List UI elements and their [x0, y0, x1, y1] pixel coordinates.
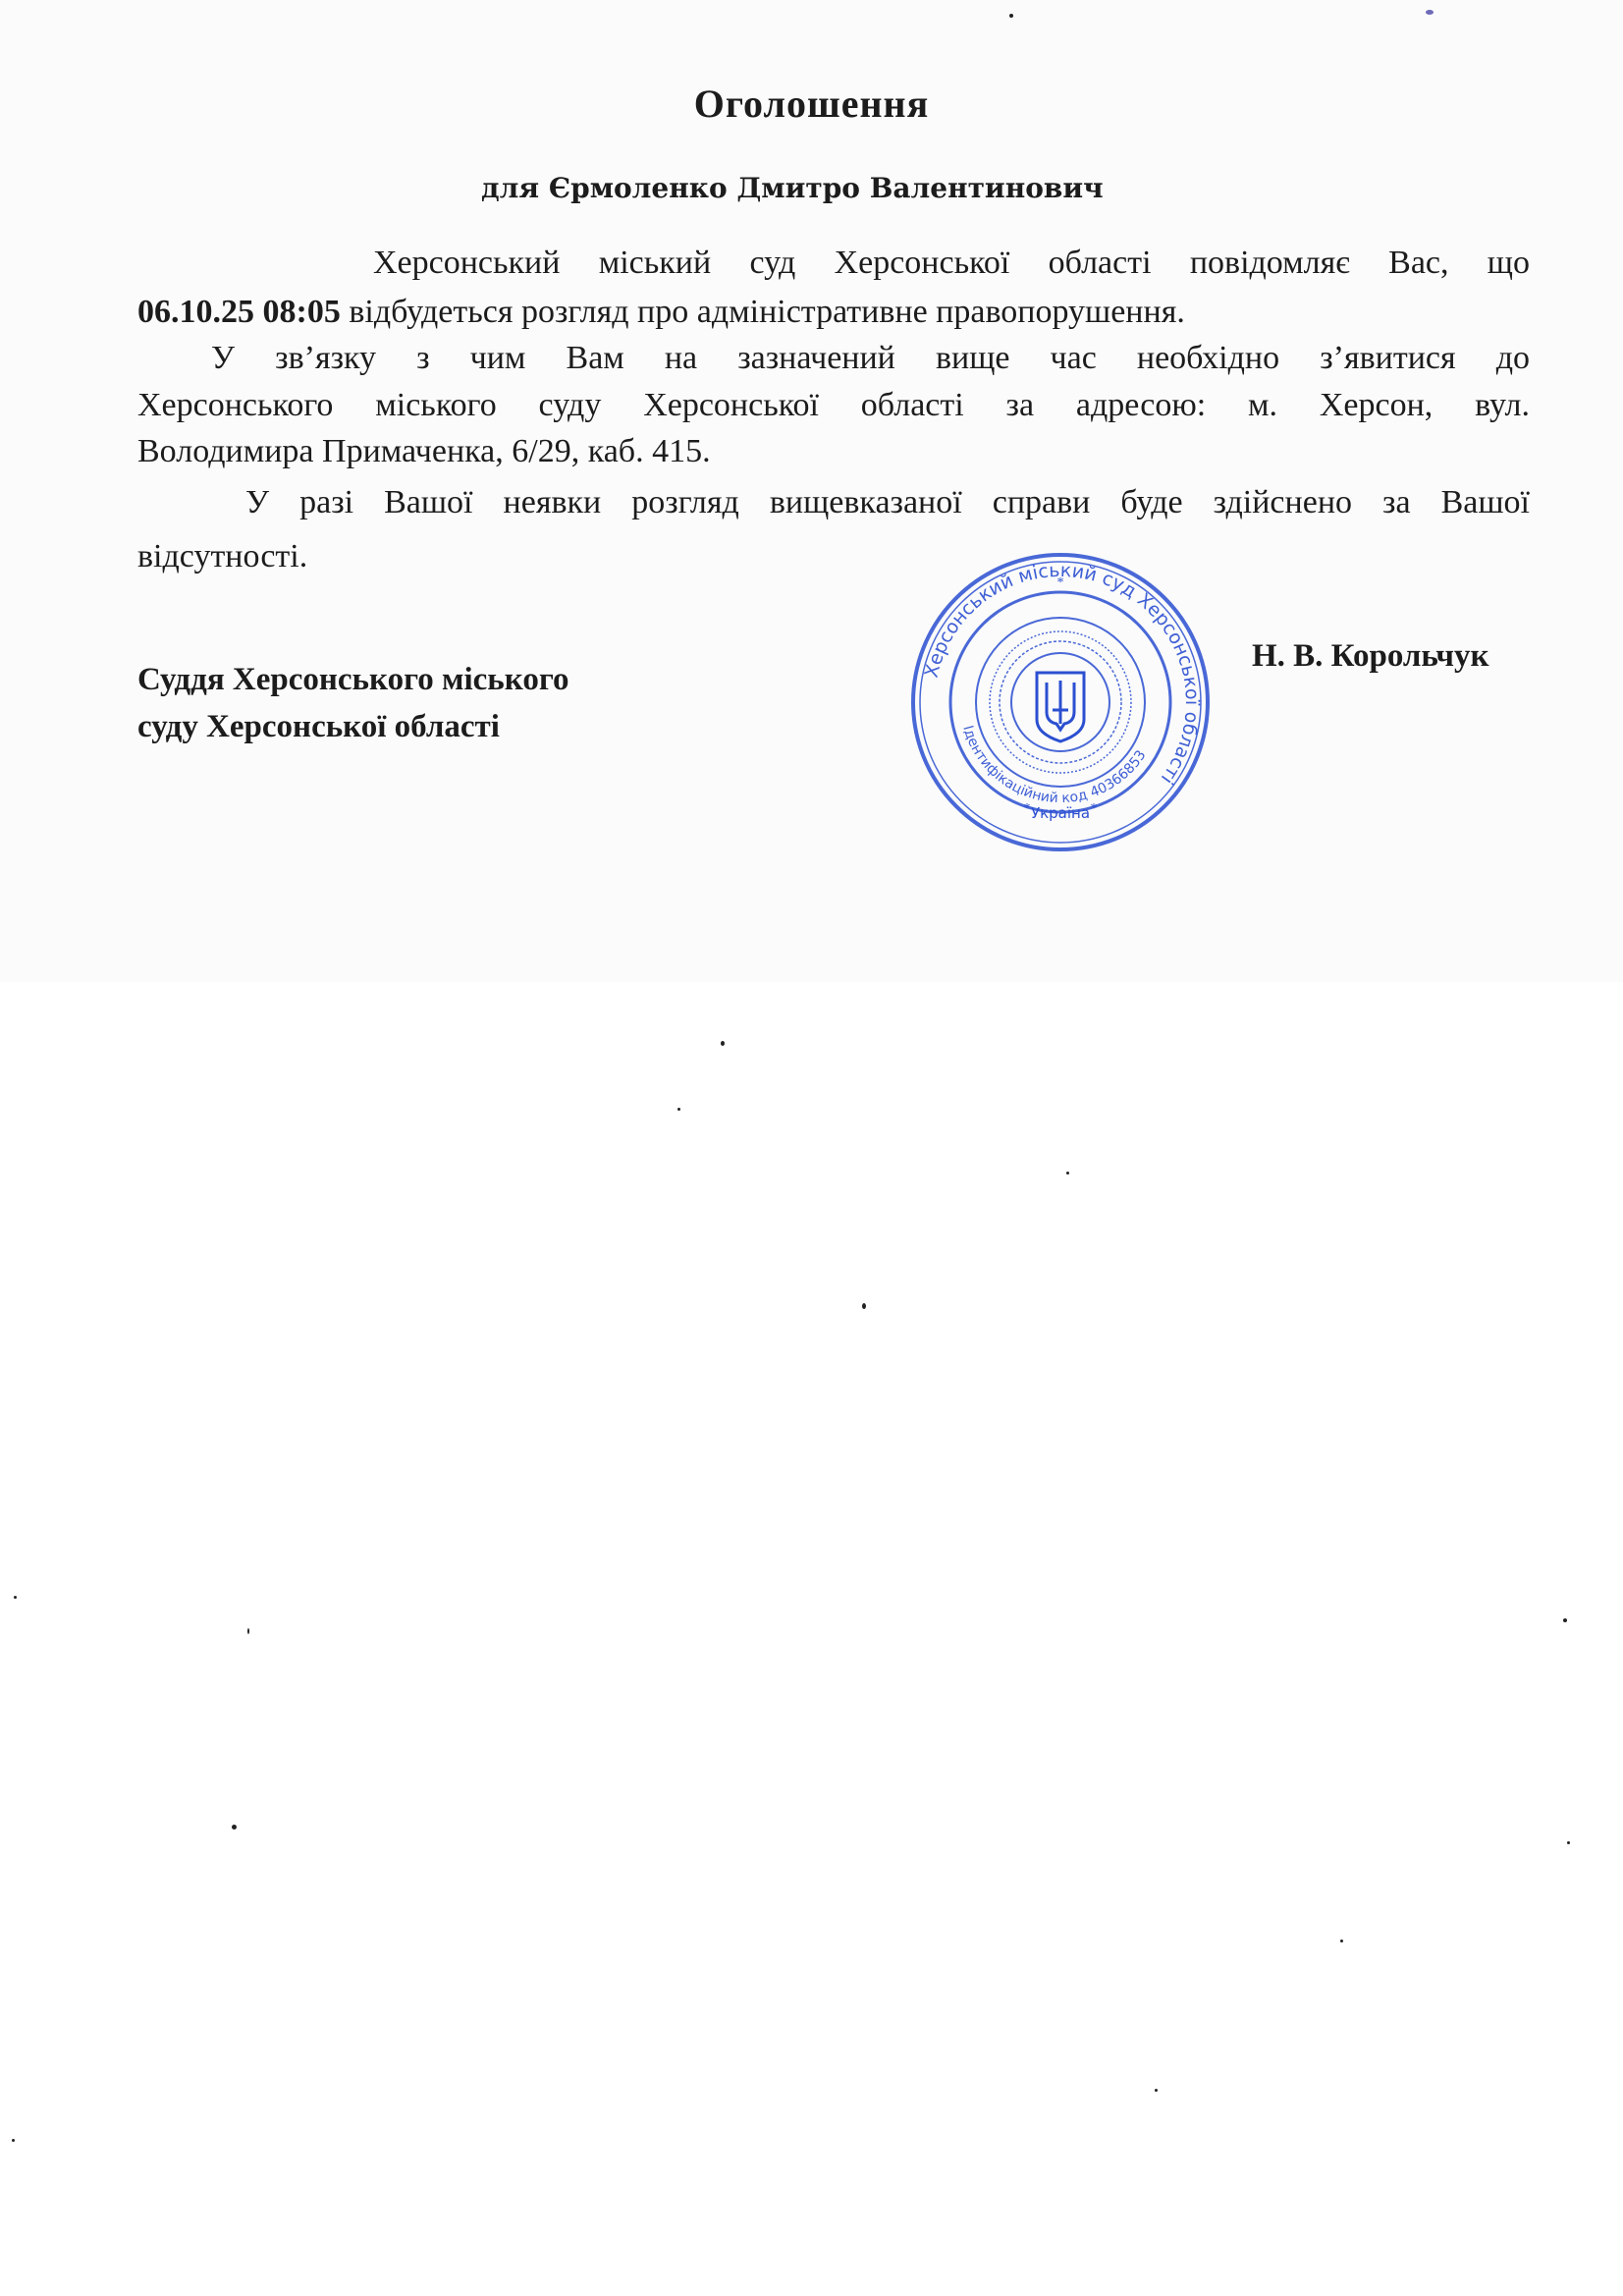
recipient-line: для Єрмоленко Дмитро Валентинович [481, 172, 1104, 204]
stamp-star-icon: * [1023, 801, 1031, 816]
court-stamp [903, 545, 1217, 859]
scan-speck [1155, 2089, 1158, 2092]
trident-coat-of-arms-icon [1037, 673, 1084, 741]
scan-speck [1426, 10, 1434, 15]
stamp-country-text: Україна [1030, 804, 1091, 822]
paragraph-2-line-3: Володимира Примаченка, 6/29, каб. 415. [137, 433, 711, 469]
scan-speck [1563, 1618, 1567, 1622]
paragraph-2-line-1: У зв’язку з чим Вам на зазначений вище час необхідно з’явитися до [211, 340, 1530, 376]
paragraph-3-line-1: У разі Вашої неявки розгляд вищевказаної справи буде здійснено за Вашої [245, 484, 1530, 520]
scan-speck [247, 1628, 249, 1634]
scan-speck [862, 1303, 866, 1309]
paragraph-1-line-1: Херсонський міський суд Херсонської області повідомляє Вас, що [373, 245, 1530, 281]
scan-speck [677, 1108, 680, 1111]
hearing-date-time: 06.10.25 08:05 [137, 294, 341, 330]
judge-position [137, 656, 569, 750]
judge-name: Н. В. Корольчук [1252, 638, 1489, 674]
scan-speck [1340, 1940, 1343, 1942]
scan-speck [1009, 14, 1013, 18]
stamp-star-icon: * [1090, 801, 1098, 816]
document-title: Оголошення [693, 82, 930, 126]
scan-speck [1066, 1172, 1069, 1175]
stamp-outer-text: Херсонський міський суд Херсонської області [920, 559, 1204, 789]
judge-position-line-2: суду Херсонської області [137, 709, 500, 744]
paragraph-2-line-2: Херсонського міського суду Херсонської області за адресою: м. Херсон, вул. [137, 387, 1530, 423]
judge-position-line-1: Суддя Херсонського міського [137, 662, 569, 697]
stamp-star-icon: * [1056, 575, 1064, 590]
scan-speck [12, 2139, 15, 2142]
paragraph-1-line-2 [137, 293, 1530, 332]
stamp-inner-text: Ідентифікаційний код 40366853 [959, 724, 1150, 807]
hearing-description: відбудеться розгляд про адміністративне правопорушення. [340, 294, 1185, 330]
scan-speck [721, 1041, 725, 1046]
scan-speck [14, 1596, 17, 1599]
scan-speck [232, 1825, 237, 1830]
paragraph-3-line-2: відсутності. [137, 538, 308, 574]
scan-speck [1567, 1841, 1570, 1844]
